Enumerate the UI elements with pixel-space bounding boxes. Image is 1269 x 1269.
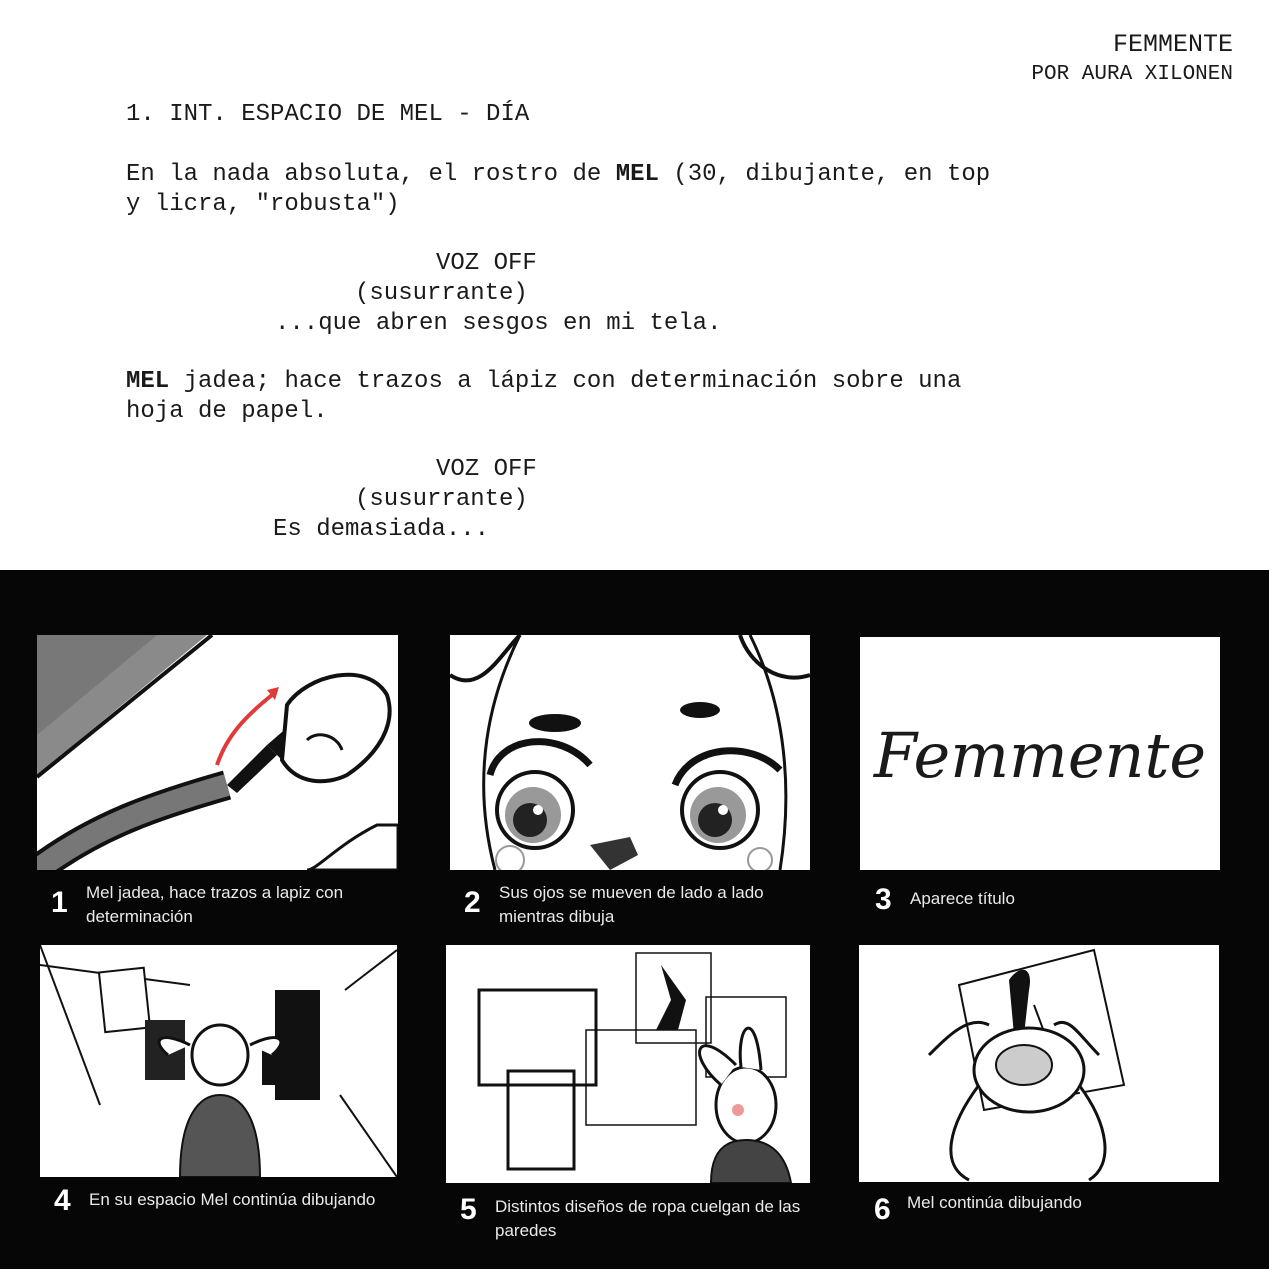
title-logo: Femmente	[873, 719, 1207, 792]
panel-number: 4	[54, 1184, 71, 1217]
panel-number: 6	[874, 1193, 891, 1226]
title-card	[860, 637, 1220, 870]
storyboard	[0, 570, 1269, 1269]
action-text: jadea; hace trazos a lápiz con determinación sobre una	[169, 368, 962, 395]
storyboard-panel-5	[446, 945, 810, 1183]
panel-number: 3	[875, 883, 892, 916]
storyboard-panel-6	[859, 945, 1219, 1182]
dialogue-character: VOZ OFF	[436, 250, 537, 277]
action-line-3	[126, 367, 961, 397]
storyboard-panel-3	[860, 637, 1220, 870]
action-text: En la nada absoluta, el rostro de	[126, 161, 616, 188]
panel-number: 5	[460, 1193, 477, 1226]
room-illustration	[40, 945, 397, 1177]
character-name: MEL	[126, 368, 170, 395]
panel-caption: Mel continúa dibujando	[907, 1193, 1082, 1212]
dialogue-parenthetical: (susurrante)	[355, 280, 528, 307]
panel-caption: Mel jadea, hace trazos a lapiz con determinación	[86, 883, 344, 926]
screenplay-page	[0, 0, 1269, 570]
hand-drawing-illustration	[37, 635, 398, 870]
storyboard-panel-1	[37, 635, 398, 870]
panel-caption: En su espacio Mel continúa dibujando	[89, 1190, 376, 1209]
action-line-1	[126, 160, 990, 190]
rabbit-face-illustration	[450, 635, 810, 870]
script-author: POR AURA XILONEN	[1031, 63, 1233, 86]
action-line-4: hoja de papel.	[126, 398, 328, 425]
storyboard-panel-4	[40, 945, 397, 1177]
action-line-2: y licra, "robusta")	[126, 191, 400, 218]
dialogue-parenthetical: (susurrante)	[355, 486, 528, 513]
panel-number: 2	[464, 886, 481, 919]
dialogue-line: Es demasiada...	[273, 516, 490, 543]
dialogue-line: ...que abren sesgos en mi tela.	[275, 310, 722, 337]
panel-caption: Aparece título	[910, 889, 1015, 908]
top-view-drawing-illustration	[859, 945, 1219, 1182]
hanging-designs-illustration	[446, 945, 810, 1183]
panel-caption: Distintos diseños de ropa cuelgan de las paredes	[495, 1197, 801, 1240]
character-name: MEL	[615, 161, 659, 188]
action-text: (30, dibujante, en top	[658, 161, 991, 188]
scene-heading: 1. INT. ESPACIO DE MEL - DÍA	[126, 101, 530, 128]
panel-caption: Sus ojos se mueven de lado a lado mientras dibuja	[499, 883, 764, 926]
storyboard-panel-2	[450, 635, 810, 870]
dialogue-character: VOZ OFF	[436, 456, 537, 483]
panel-number: 1	[51, 886, 68, 919]
script-title: FEMMENTE	[1112, 30, 1233, 59]
